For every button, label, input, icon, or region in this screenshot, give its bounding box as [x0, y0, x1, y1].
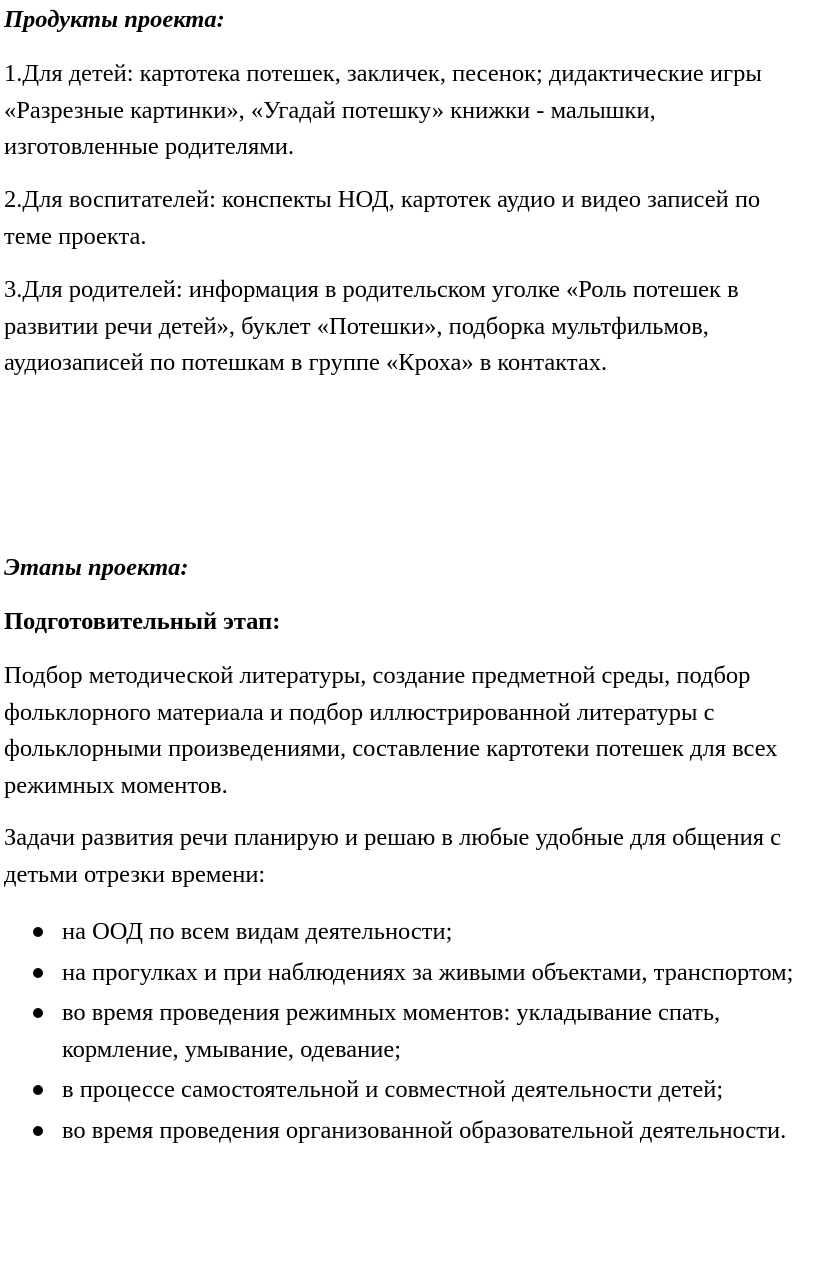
list-item	[4, 995, 816, 1068]
list-item-text: на прогулках и при наблюдениях за живыми объектами, транспортом;	[62, 958, 794, 986]
bullet-dot-icon	[33, 1126, 43, 1136]
list-item-text: во время проведения режимных моментов: укладывание спать, кормление, умывание, одевание;	[62, 999, 721, 1063]
bullet-dot-icon	[33, 1008, 43, 1018]
list-item-text: во время проведения организованной образовательной деятельности.	[62, 1116, 787, 1144]
prep-stage-text: Подбор методической литературы, создание предметной среды, подбор фольклорного материала и подбор иллюстрированной литературы с фольклорными произведениями, составление картотеки потешек для всех режимных моментов.	[4, 662, 778, 799]
list-item-text: в процессе самостоятельной и совместной деятельности детей;	[62, 1076, 724, 1103]
list-item	[4, 1072, 816, 1109]
list-item	[4, 914, 816, 951]
bullet-dot-icon	[33, 1085, 43, 1095]
list-item	[4, 955, 816, 992]
products-item-teachers: 2.Для воспитателей: конспекты НОД, картотек аудио и видео записей по теме проекта.	[4, 186, 761, 250]
bullet-dot-icon	[33, 927, 43, 937]
bullet-dot-icon	[33, 968, 43, 978]
prep-stage-heading: Подготовительный этап:	[4, 608, 281, 635]
products-item-parents: 3.Для родителей: информация в родительском уголке «Роль потешек в развитии речи детей», буклет «Потешки», подборка мультфильмов, аудиозаписей по потешкам в группе «Кроха» в контактах.	[4, 276, 739, 376]
stages-heading: Этапы проекта:	[4, 554, 189, 581]
products-heading: Продукты проекта:	[4, 6, 225, 33]
products-item-children: 1.Для детей: картотека потешек, закличек, песенок; дидактические игры «Разрезные картинки», «Угадай потешку» книжки - малышки, изготовленные родителями.	[4, 60, 762, 160]
list-item	[4, 1113, 816, 1150]
tasks-intro: Задачи развития речи планирую и решаю в любые удобные для общения с детьми отрезки времени:	[4, 824, 782, 888]
list-item-text: на ООД по всем видам деятельности;	[62, 918, 453, 945]
tasks-bullet-list	[4, 914, 816, 1153]
